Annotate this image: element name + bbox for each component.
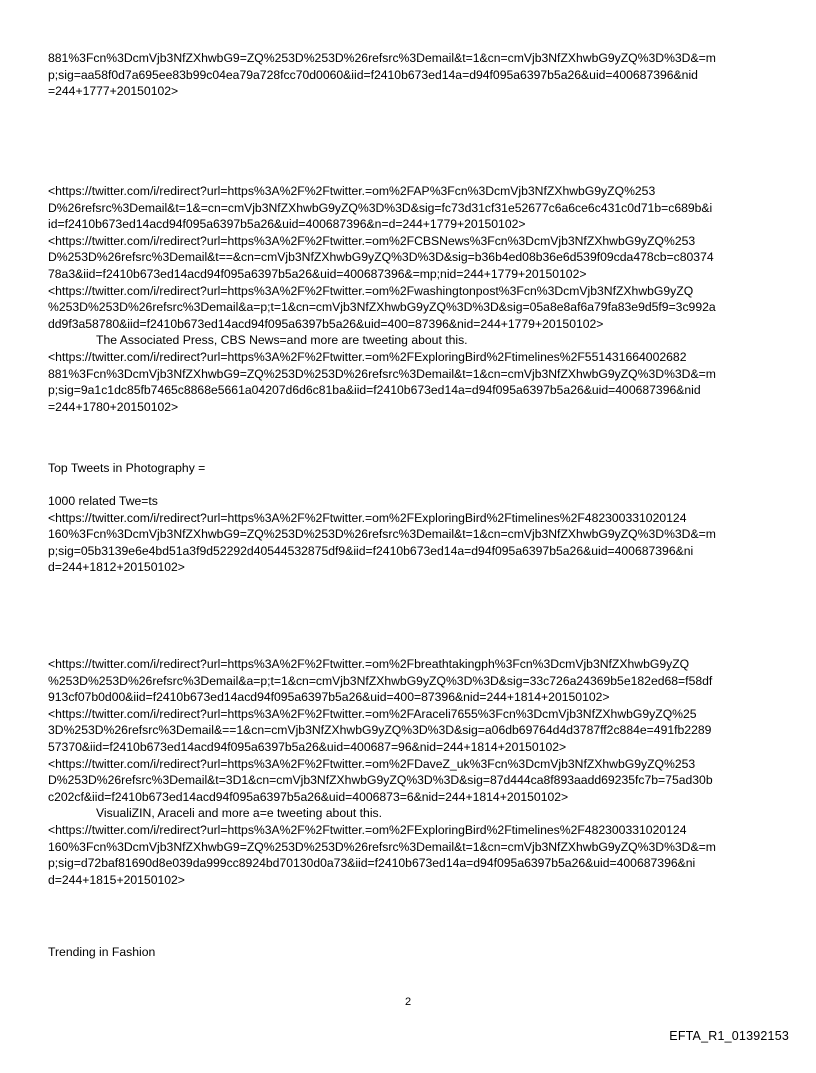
text-line: 3D%253D%26refsrc%3Demail&==1&cn=cmVjb3NfZXhwbG9yZQ%3D%3D&sig=a06db69764d4d3787ff2c884e=491fb2289 — [48, 723, 712, 738]
text-line: <https://twitter.com/i/redirect?url=https%3A%2F%2Ftwitter.=om%2FAP%3Fcn%3DcmVjb3NfZXhwbG9yZQ%253 — [48, 184, 656, 198]
text-line: d=244+1815+20150102> — [48, 872, 185, 887]
text-line: 881%3Fcn%3DcmVjb3NfZXhwbG9=ZQ%253D%253D%26refsrc%3Demail&t=1&cn=cmVjb3NfZXhwbG9yZQ%3D%3D&=m — [48, 366, 716, 381]
text-line: 78a3&iid=f2410b673ed14acd94f095a6397b5a26&uid=400687396&=mp;nid=244+1779+20150102> — [48, 266, 587, 281]
text-line: <https://twitter.com/i/redirect?url=https%3A%2F%2Ftwitter.=om%2Fbreathtakingph%3Fcn%3DcmVjb3NfZXhwbG9yZQ — [48, 657, 690, 671]
text-line: 881%3Fcn%3DcmVjb3NfZXhwbG9=ZQ%253D%253D%26refsrc%3Demail&t=1&cn=cmVjb3NfZXhwbG9yZQ%3D%3D&=m — [48, 51, 716, 65]
url-block-top — [48, 50, 778, 100]
tweeting-about-note: The Associated Press, CBS News=and more are tweeting about this. — [96, 333, 468, 348]
text-line: 57370&iid=f2410b673ed14acd94f095a6397b5a26&uid=400687=96&nid=244+1814+20150102> — [48, 739, 567, 754]
text-line: p;sig=aa58f0d7a695ee83b99c04ea79a728fcc70d0060&iid=f2410b673ed14a=d94f095a6397b5a26&uid=400687396&nid — [48, 67, 698, 82]
text-line: %253D%253D%26refsrc%3Demail&a=p;t=1&cn=cmVjb3NfZXhwbG9yZQ%3D%3D&sig=33c726a24369b5e182ed68=f58df — [48, 673, 713, 688]
heading-fashion: Trending in Fashion — [48, 945, 156, 959]
page-number: 2 — [404, 996, 412, 1008]
text-line: <https://twitter.com/i/redirect?url=https%3A%2F%2Ftwitter.=om%2FExploringBird%2Ftimelines%2F482300331020124 — [48, 510, 687, 525]
text-line: %253D%253D%26refsrc%3Demail&a=p;t=1&cn=cmVjb3NfZXhwbG9yZQ%3D%3D&sig=05a8e8af6a79fa83e9d5f9=3c992a — [48, 300, 716, 315]
text-line: p;sig=d72baf81690d8e039da999cc8924bd70130d0a73&iid=f2410b673ed14a=d94f095a6397b5a26&uid=400687396&ni — [48, 856, 696, 871]
section-heading-photography — [48, 460, 778, 477]
text-line: D%253D%26refsrc%3Demail&t==&cn=cmVjb3NfZXhwbG9yZQ%3D%3D&sig=b36b4ed08b36e6d539f09cda478cb=c80374 — [48, 250, 714, 265]
url-block-photography — [48, 493, 778, 576]
heading-photography: Top Tweets in Photography = — [48, 461, 206, 475]
text-line: =244+1780+20150102> — [48, 399, 179, 414]
text-line: <https://twitter.com/i/redirect?url=https%3A%2F%2Ftwitter.=om%2FDaveZ_uk%3Fcn%3DcmVjb3NfZXhwbG9yZQ%253 — [48, 756, 696, 771]
text-line: id=f2410b673ed14acd94f095a6397b5a26&uid=400687396&n=d=244+1779+20150102> — [48, 217, 526, 232]
text-line: <https://twitter.com/i/redirect?url=https%3A%2F%2Ftwitter.=om%2FAraceli7655%3Fcn%3DcmVjb3NfZXhwbG9yZQ%25 — [48, 706, 697, 721]
url-block-photographers — [48, 656, 778, 888]
text-line: D%253D%26refsrc%3Demail&t=3D1&cn=cmVjb3NfZXhwbG9yZQ%3D%3D&sig=87d444ca8f893aadd69235fc7b=75ad30b — [48, 773, 713, 788]
related-count: 1000 related Twe=ts — [48, 494, 158, 508]
document-id: EFTA_R1_01392153 — [669, 1029, 789, 1043]
text-line: c202cf&iid=f2410b673ed14acd94f095a6397b5a26&uid=4006873=6&nid=244+1814+20150102> — [48, 789, 569, 804]
text-line: <https://twitter.com/i/redirect?url=https%3A%2F%2Ftwitter.=om%2FCBSNews%3Fcn%3DcmVjb3NfZXhwbG9yZQ%253 — [48, 233, 696, 248]
text-line: dd9f3a58780&iid=f2410b673ed14acd94f095a6397b5a26&uid=400=87396&nid=244+1779+20150102> — [48, 316, 604, 331]
url-block-news — [48, 183, 778, 415]
text-line: <https://twitter.com/i/redirect?url=https%3A%2F%2Ftwitter.=om%2Fwashingtonpost%3Fcn%3DcmVjb3NfZXhwbG9yZQ — [48, 283, 694, 298]
text-line: d=244+1812+20150102> — [48, 560, 185, 575]
text-line: 160%3Fcn%3DcmVjb3NfZXhwbG9=ZQ%253D%253D%26refsrc%3Demail&t=1&cn=cmVjb3NfZXhwbG9yZQ%3D%3D&=m — [48, 527, 716, 542]
text-line: p;sig=05b3139e6e4bd51a3f9d52292d40544532875df9&iid=f2410b673ed14a=d94f095a6397b5a26&uid=400687396&ni — [48, 543, 694, 558]
tweeting-about-note: VisualiZIN, Araceli and more a=e tweeting about this. — [96, 806, 383, 821]
text-line: 913cf07b0d00&iid=f2410b673ed14acd94f095a6397b5a26&uid=400=87396&nid=244+1814+20150102> — [48, 690, 610, 705]
text-line: 160%3Fcn%3DcmVjb3NfZXhwbG9=ZQ%253D%253D%26refsrc%3Demail&t=1&cn=cmVjb3NfZXhwbG9yZQ%3D%3D&=m — [48, 839, 716, 854]
text-line: <https://twitter.com/i/redirect?url=https%3A%2F%2Ftwitter.=om%2FExploringBird%2Ftimelines%2F551431664002682 — [48, 349, 687, 364]
text-line: p;sig=9a1c1dc85fb7465c8868e5661a04207d6d6c81ba&iid=f2410b673ed14a=d94f095a6397b5a26&uid=400687396&nid — [48, 383, 701, 398]
text-line: D%26refsrc%3Demail&t=1&=cn=cmVjb3NfZXhwbG9yZQ%3D%3D&sig=fc73d31cf31e52677c6a6ce6c431c0d71b=c689b&i — [48, 200, 713, 215]
text-line: =244+1777+20150102> — [48, 84, 179, 99]
section-heading-fashion — [48, 944, 778, 961]
text-line: <https://twitter.com/i/redirect?url=https%3A%2F%2Ftwitter.=om%2FExploringBird%2Ftimelines%2F482300331020124 — [48, 822, 687, 837]
